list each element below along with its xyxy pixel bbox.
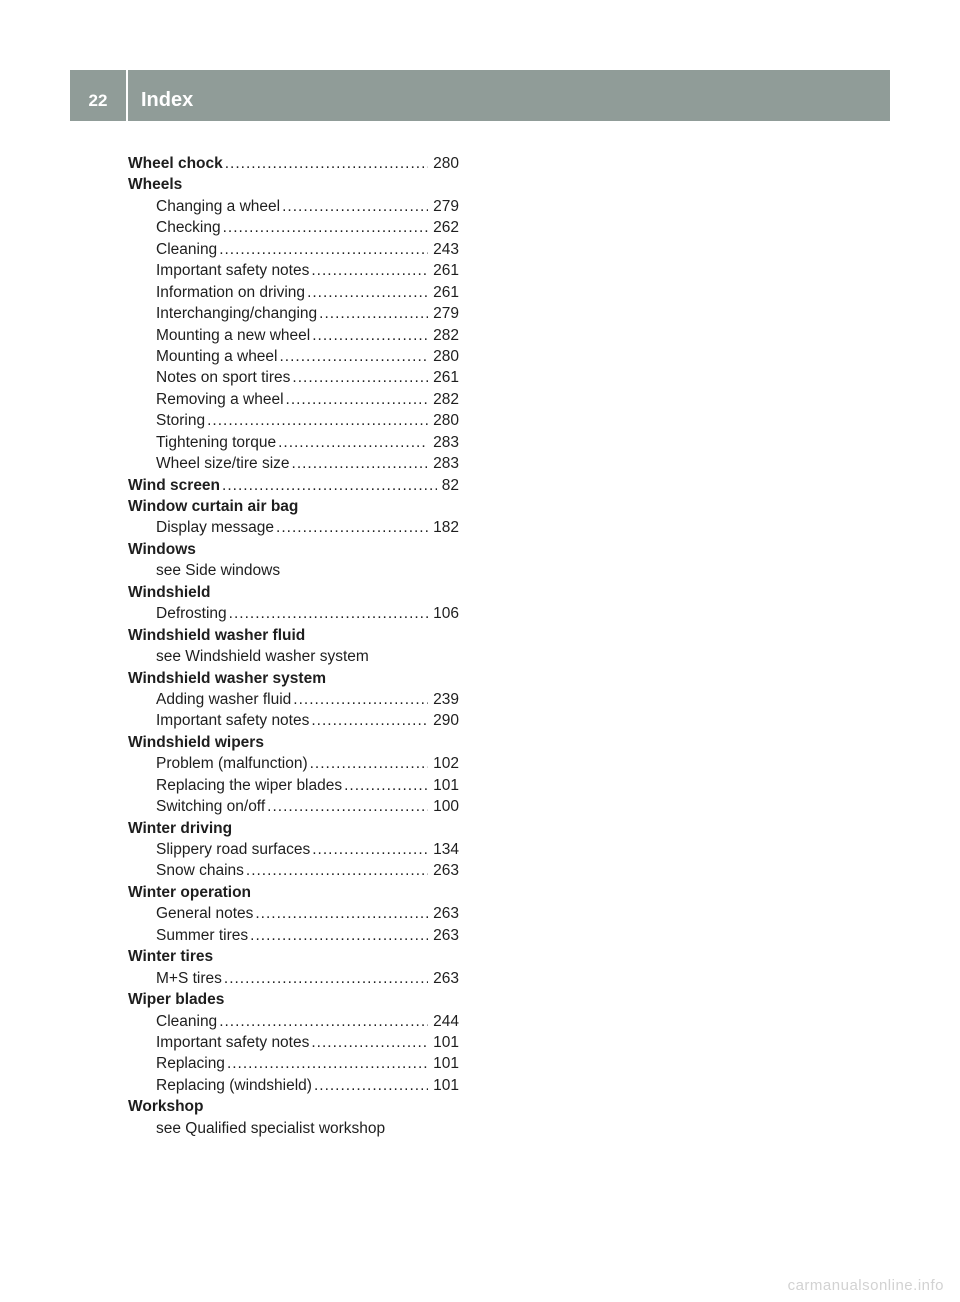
index-entry-row [128, 1075, 459, 1096]
leader-dots [224, 968, 428, 989]
leader-dots [267, 796, 428, 817]
entry-page-number: 262 [433, 219, 459, 237]
entry-page-number: 101 [433, 1055, 459, 1073]
index-entry-row [128, 689, 459, 710]
index-entry-row [128, 582, 459, 603]
entry-label: Winter tires [128, 948, 214, 966]
index-entry-row [128, 303, 459, 324]
index-subentry [128, 217, 459, 238]
index-subentry [128, 453, 459, 474]
index-entry-row [128, 1053, 459, 1074]
entry-label: Summer tires [156, 926, 249, 944]
leader-dots [222, 475, 437, 496]
index-subentry [128, 796, 459, 817]
leader-dots [292, 367, 428, 388]
index-entry-row [128, 1118, 459, 1139]
watermark: carmanualsonline.info [787, 1277, 944, 1294]
page-number: 22 [88, 91, 108, 110]
entry-page-number: 280 [433, 155, 459, 172]
entry-page-number: 182 [433, 519, 459, 537]
entry-page-number: 263 [433, 862, 459, 880]
entry-label: Winter operation [128, 883, 252, 901]
index-entry-row [128, 517, 459, 538]
index-entry-row [128, 239, 459, 260]
index-heading [128, 818, 459, 839]
leader-dots [314, 1075, 428, 1096]
index-subentry [128, 968, 459, 989]
entry-label: see Qualified specialist workshop [156, 1119, 386, 1137]
entry-label: Important safety notes [156, 262, 310, 280]
leader-dots [293, 689, 428, 710]
index-subentry [128, 410, 459, 431]
index-subentry [128, 925, 459, 946]
entry-page-number: 279 [433, 305, 459, 323]
entry-page-number: 263 [433, 905, 459, 923]
entry-page-number: 101 [433, 776, 459, 794]
index-subentry [128, 303, 459, 324]
leader-dots [312, 325, 428, 346]
leader-dots [278, 432, 428, 453]
index-heading [128, 582, 459, 603]
index-entry-row [128, 775, 459, 796]
index-heading [128, 989, 459, 1010]
entry-label: Wiper blades [128, 991, 225, 1009]
entry-label: see Side windows [156, 562, 281, 580]
index-subentry [128, 239, 459, 260]
index-subentry [128, 753, 459, 774]
leader-dots [344, 775, 428, 796]
index-subentry [128, 1011, 459, 1032]
leader-dots [280, 346, 429, 367]
entry-page-number: 134 [433, 841, 459, 858]
leader-dots [282, 196, 428, 217]
entry-page-number: 101 [433, 1033, 459, 1051]
leader-dots [292, 453, 429, 474]
entry-page-number: 261 [433, 369, 459, 387]
index-list [128, 153, 459, 1139]
entry-page-number: 283 [433, 433, 459, 451]
entry-label: Snow chains [156, 862, 244, 880]
entry-label: Replacing the wiper blades [156, 776, 343, 794]
index-heading [128, 625, 459, 646]
entry-label: Wheel size/tire size [156, 455, 290, 473]
index-heading [128, 1096, 459, 1117]
entry-page-number: 280 [433, 347, 459, 365]
index-heading [128, 475, 459, 496]
entry-page-number: 279 [433, 197, 459, 215]
entry-label: Windshield wipers [128, 733, 264, 751]
index-entry-row [128, 925, 459, 946]
leader-dots [311, 1032, 428, 1053]
leader-dots [276, 517, 428, 538]
index-entry-row [128, 453, 459, 474]
index-subentry [128, 282, 459, 303]
index-entry-row [128, 325, 459, 346]
index-entry-row [128, 989, 459, 1010]
entry-label: Replacing [156, 1055, 225, 1073]
leader-dots [286, 389, 429, 410]
index-entry-row [128, 860, 459, 881]
entry-page-number: 82 [441, 476, 459, 494]
entry-label: Wind screen [128, 476, 221, 494]
entry-label: Tightening torque [156, 433, 277, 451]
entry-label: Defrosting [156, 605, 227, 623]
entry-label: Wheels [128, 176, 183, 194]
index-entry-row [128, 903, 459, 924]
entry-page-number: 290 [433, 712, 459, 730]
entry-label: Windshield washer system [128, 669, 326, 687]
entry-label: General notes [156, 905, 254, 923]
leader-dots [223, 217, 429, 238]
entry-label: Cleaning [156, 240, 218, 258]
index-entry-row [128, 1096, 459, 1117]
leader-dots [246, 860, 428, 881]
index-entry-row [128, 260, 459, 281]
leader-dots [311, 710, 428, 731]
index-entry-row [128, 753, 459, 774]
leader-dots [255, 903, 428, 924]
index-entry-row [128, 389, 459, 410]
index-subentry [128, 432, 459, 453]
index-entry-row [128, 625, 459, 646]
index-entry-row [128, 668, 459, 689]
index-entry-row [128, 196, 459, 217]
index-entry-row [128, 496, 459, 517]
index-heading [128, 153, 459, 174]
index-subentry [128, 710, 459, 731]
index-entry-row [128, 560, 459, 581]
leader-dots [250, 925, 428, 946]
leader-dots [219, 239, 428, 260]
index-heading [128, 174, 459, 195]
entry-label: Switching on/off [156, 798, 266, 816]
index-entry-row [128, 346, 459, 367]
index-subentry [128, 603, 459, 624]
index-subentry [128, 646, 459, 667]
entry-page-number: 100 [433, 798, 459, 816]
leader-dots [229, 603, 428, 624]
leader-dots [207, 410, 428, 431]
index-entry-row [128, 818, 459, 839]
entry-label: Cleaning [156, 1012, 218, 1030]
index-entry-row [128, 946, 459, 967]
leader-dots [225, 153, 428, 174]
entry-label: M+S tires [156, 969, 222, 987]
leader-dots [310, 753, 429, 774]
entry-page-number: 261 [433, 283, 459, 301]
entry-page-number: 282 [433, 326, 459, 344]
index-subentry [128, 903, 459, 924]
index-entry-row [128, 410, 459, 431]
section-title: Index [141, 89, 194, 111]
index-entry-row [128, 153, 459, 174]
entry-label: Window curtain air bag [128, 498, 299, 515]
index-heading [128, 882, 459, 903]
index-subentry [128, 346, 459, 367]
index-subentry [128, 325, 459, 346]
index-subentry [128, 196, 459, 217]
index-subentry [128, 517, 459, 538]
entry-label: Problem (malfunction) [156, 755, 308, 773]
entry-label: Changing a wheel [156, 197, 281, 215]
index-heading [128, 668, 459, 689]
entry-label: Windows [128, 540, 196, 558]
entry-label: Windshield [128, 583, 211, 601]
index-subentry [128, 689, 459, 710]
entry-label: see Windshield washer system [156, 648, 369, 666]
index-heading [128, 946, 459, 967]
entry-label: Storing [156, 412, 206, 430]
index-subentry [128, 1118, 459, 1139]
index-entry-row [128, 732, 459, 753]
entry-label: Mounting a new wheel [156, 326, 311, 344]
index-entry-row [128, 796, 459, 817]
entry-page-number: 283 [433, 455, 459, 473]
entry-label: Replacing (windshield) [156, 1076, 312, 1094]
leader-dots [307, 282, 428, 303]
index-entry-row [128, 646, 459, 667]
index-subentry [128, 860, 459, 881]
index-subentry [128, 1053, 459, 1074]
index-subentry [128, 560, 459, 581]
entry-page-number: 280 [433, 412, 459, 430]
leader-dots [227, 1053, 428, 1074]
entry-label: Important safety notes [156, 1033, 310, 1051]
index-subentry [128, 1032, 459, 1053]
index-entry-row [128, 217, 459, 238]
index-subentry [128, 775, 459, 796]
index-entry-row [128, 475, 459, 496]
index-entry-row [128, 432, 459, 453]
entry-label: Notes on sport tires [156, 369, 291, 387]
index-subentry [128, 1075, 459, 1096]
entry-label: Important safety notes [156, 712, 310, 730]
entry-label: Wheel chock [128, 155, 223, 172]
leader-dots [319, 303, 428, 324]
index-entry-row [128, 968, 459, 989]
index-entry-row [128, 710, 459, 731]
index-entry-row [128, 1011, 459, 1032]
leader-dots [311, 260, 428, 281]
entry-label: Interchanging/changing [156, 305, 318, 323]
index-entry-row [128, 367, 459, 388]
index-entry-row [128, 539, 459, 560]
entry-label: Slippery road surfaces [156, 841, 311, 858]
index-entry-row [128, 882, 459, 903]
entry-label: Workshop [128, 1098, 204, 1116]
index-subentry [128, 260, 459, 281]
entry-label: Mounting a wheel [156, 347, 278, 365]
index-heading [128, 732, 459, 753]
index-subentry [128, 839, 459, 860]
entry-page-number: 263 [433, 969, 459, 987]
index-entry-row [128, 603, 459, 624]
index-entry-row [128, 1032, 459, 1053]
entry-page-number: 282 [433, 390, 459, 408]
entry-page-number: 102 [433, 755, 459, 773]
index-subentry [128, 389, 459, 410]
header-divider [126, 70, 128, 121]
entry-page-number: 263 [433, 926, 459, 944]
entry-page-number: 101 [433, 1076, 459, 1094]
entry-page-number: 243 [433, 240, 459, 258]
entry-label: Information on driving [156, 283, 306, 301]
entry-label: Adding washer fluid [156, 690, 292, 708]
entry-label: Windshield washer fluid [128, 626, 306, 644]
entry-label: Checking [156, 219, 221, 237]
index-heading [128, 496, 459, 517]
index-entry-row [128, 839, 459, 860]
entry-label: Winter driving [128, 819, 233, 837]
leader-dots [312, 839, 428, 860]
entry-label: Display message [156, 519, 275, 537]
index-entry-row [128, 174, 459, 195]
index-subentry [128, 367, 459, 388]
entry-page-number: 106 [433, 605, 459, 623]
entry-page-number: 239 [433, 690, 459, 708]
index-entry-row [128, 282, 459, 303]
entry-page-number: 244 [433, 1012, 459, 1030]
leader-dots [219, 1011, 428, 1032]
index-heading [128, 539, 459, 560]
entry-page-number: 261 [433, 262, 459, 280]
entry-label: Removing a wheel [156, 390, 284, 408]
